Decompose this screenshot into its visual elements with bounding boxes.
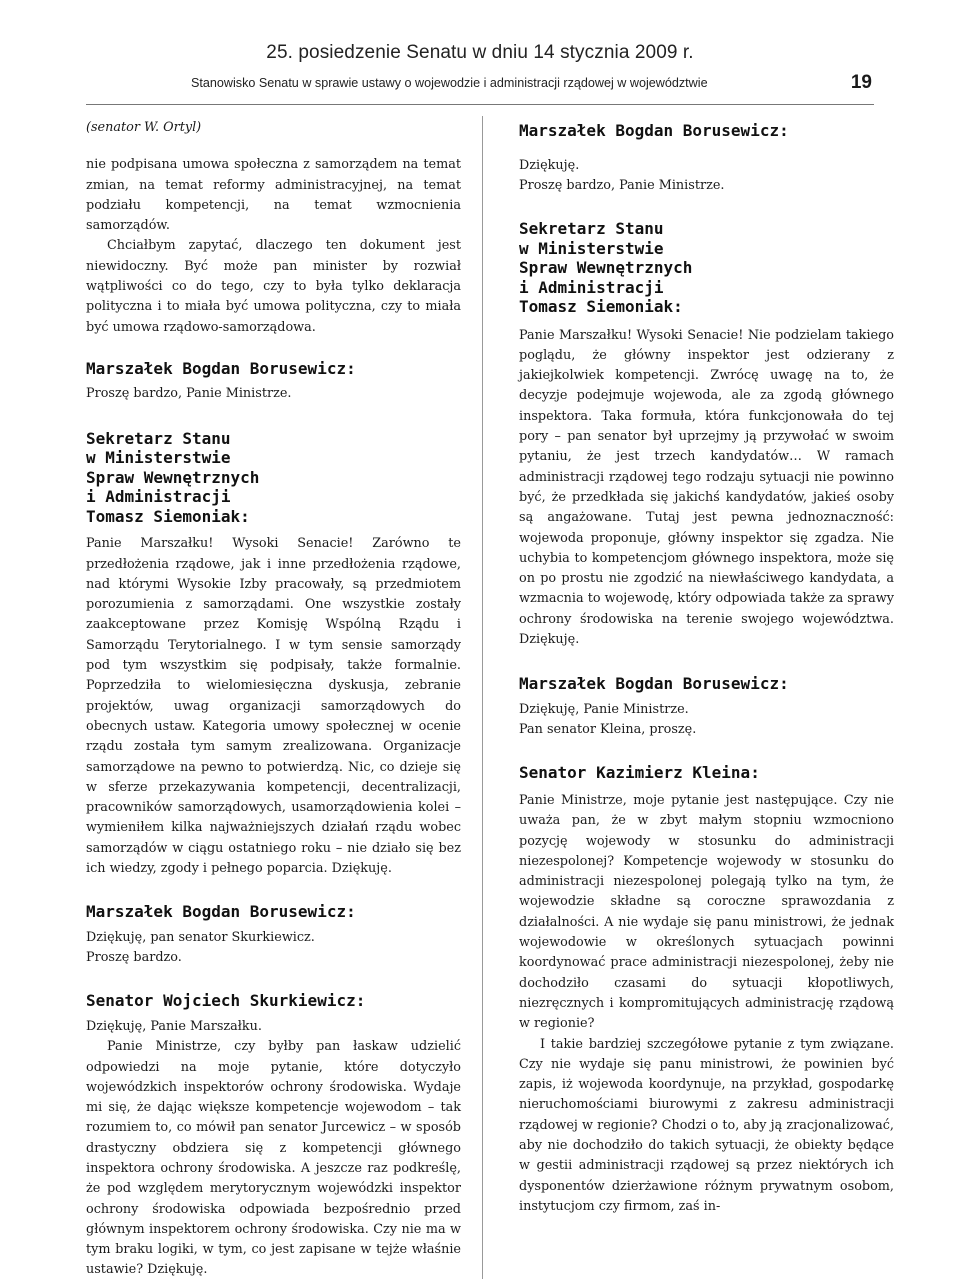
paragraph: Panie Ministrze, czy byłby pan łaskaw udzielić odpowiedzi na moje pytanie, które dotyczyło wojewódzkich inspektorów ochrony środowiska. Wydaje mi się, że dając większe kompetencje wojewodom – tak rozumiem to, co mówił pan senator Jurcewicz – w sposób drastyczny obdziera się z kompetencji głównego inspektora ochrony środowiska. A jeszcze raz podkreślę, że pod względem merytorycznym wojewódzki inspektor ochrony środowiska odpowiada bezpośrednio przed głównym inspektorem ochrony środowiska. Czy nie ma w tym braku logiki, w tym, co jest zapisane w tejże właśnie ustawie? Dziękuję. [86,1039,461,1278]
column-divider [482,116,483,1279]
speaker-heading-line: i Administracji [519,277,664,297]
paragraph: Chciałbym zapytać, dlaczego ten dokument jest niewidoczny. Być może pan minister by rozwiał wątpliwości co do tego, czy to była tylko deklaracja polityczna i to miała być umowa polityczna, czy to miała być umowa rządowo-samorządowa. [86,238,461,335]
paragraph: nie podpisana umowa społeczna z samorządem na temat zmian, na temat reformy administracyjnej, na temat podziału kompetencji, na temat wzmocnienia samorządów. [86,157,461,234]
speaker-heading-line: Sekretarz Stanu [86,428,231,448]
paragraph: Dziękuję, Panie Marszałku. [86,1018,262,1034]
paragraph: I takie bardziej szczegółowe pytanie z tym związane. Czy nie wydaje się panu ministrowi, że powinien być zapis, iż wojewoda koordynuje, na przykład, gospodarkę nieruchomościami biurowymi z zakresu administracji rządowej w regionie? Chodzi o to, aby ją zracjonalizować, aby nie dochodziło do takich sytuacji, że obiekty będące w gestii administracji rządowej są przez niektórych ich dysponentów dzierżawione różnym prywatnym osobom, instytucjom czy firmom, zaś in- [519,1036,894,1214]
left-column [86,118,461,1281]
speaker-heading-line: Tomasz Siemoniak: [86,506,250,526]
header-title: 25. posiedzenie Senatu w dniu 14 stycznia 2009 r. [266,42,694,63]
speaker-heading-line: Spraw Wewnętrznych [519,258,693,278]
header-divider [86,104,874,105]
paragraph: Pan senator Kleina, proszę. [519,722,697,738]
speaker-heading: Senator Wojciech Skurkiewicz: [86,991,366,1011]
speaker-heading: Marszałek Bogdan Borusewicz: [86,902,356,922]
paragraph: Proszę bardzo. [86,950,182,966]
speaker-heading-line: w Ministerstwie [519,238,664,258]
speaker-heading-line: w Ministerstwie [86,448,231,468]
paragraph: Proszę bardzo, Panie Ministrze. [519,177,725,193]
paragraph: Panie Marszałku! Wysoki Senacie! Zarówno te przedłożenia rządowe, jak i inne przedłożenia rządowe, nad którymi Wysokie Izby pracowały, są przedmiotem porozumienia z samorządami. One wszystkie zostały zaakceptowane przez Komisję Wspólną Rządu i Samorządu Terytorialnego. I w tym sensie samorządy pod tym wszystkim się podpisały, także formalnie. Poprzedziła to wielomiesięczna dyskusja, zebranie projektów, uwag organizacji samorządowych do obecnych ustaw. Kategoria umowy społecznej w ocenie rządu została tym samym zrealizowana. Organizacje samorządowe na pewno to potwierdzą. Nic, co dzieje się w sferze przekazywania kompetencji, decentralizacji, pracowników samorządowych, usamorządowienia kolei – wymieniłem kilka najważniejszych działań rządu wobec samorządów w ciągu ostatniego roku – nie działo się bez ich wiedzy, zgody i pełnego poparcia. Dziękuję. [86,536,461,877]
speaker-heading-line: Sekretarz Stanu [519,219,664,239]
speaker-heading: Senator Kazimierz Kleina: [519,763,760,783]
speaker-heading [519,219,894,317]
paragraph: Dziękuję, Panie Ministrze. [519,701,689,717]
speaker-heading-line: i Administracji [86,487,231,507]
paragraph: Panie Ministrze, moje pytanie jest następujące. Czy nie uważa pan, że w zbyt małym stopniu wzmocniono pozycję wojewody w stosunku do administracji niezespolonej? Kompetencje wojewody w stosunku do administracji niezespolonej polegają tylko na tym, że wojewodzie składne są coroczne sprawozdania z działalności. A nie wydaje się panu ministrowi, że jednak wojewodowie w określonych sytuacjach powinni koordynować prace administracji niezespolonej, żeby nie dochodziło czasami do sytuacji kłopotliwych, niezręcznych i kompromitujących administrację rządową w regionie? [519,792,894,1032]
paragraph: Dziękuję. [519,157,580,173]
right-column [519,118,894,1217]
speaker-attribution: (senator W. Ortyl) [86,120,202,135]
paragraph: Proszę bardzo, Panie Ministrze. [86,386,292,402]
speaker-heading [86,429,461,527]
paragraph: Panie Marszałku! Wysoki Senacie! Nie podzielam takiego poglądu, że główny inspektor jest odzierany z jakiejkolwiek kompetencji. Zwrócę uwagę na to, że decyzje podejmuje wojewoda, ale za zgodą głównego inspektora. Taka formuła, która funkcjonowała do tej pory – pan senator był uprzejmy ją przywołać w swoim pytaniu, że jest trzech kandydatów… W ramach administracji rządowej tego rodzaju sytuacji nie powinno być, że przedkłada się jakichś kandydatów, jakieś osoby są angażowane. Tutaj jest pewna jednoznaczność: wojewoda proponuje, główny inspektor się zgadza. Nie uchybia to kompetencjom głównego inspektora, może się on po prostu nie zgodzić na niewłaściwego kandydata, a wzmacnia to wojewodę, który odpowiada także za sprawy ochrony środowiska na terenie swojego województwa. Dziękuję. [519,327,894,648]
speaker-heading: Marszałek Bogdan Borusewicz: [519,121,789,140]
speaker-heading: Marszałek Bogdan Borusewicz: [519,674,789,694]
paragraph: Dziękuję, pan senator Skurkiewicz. [86,929,315,945]
speaker-heading-line: Spraw Wewnętrznych [86,467,260,487]
speaker-heading: Marszałek Bogdan Borusewicz: [86,358,356,378]
page-number: 19 [850,72,872,93]
header-subtitle: Stanowisko Senatu w sprawie ustawy o wojewodzie i administracji rządowej w województwie [191,76,708,90]
speaker-heading-line: Tomasz Siemoniak: [519,297,683,317]
